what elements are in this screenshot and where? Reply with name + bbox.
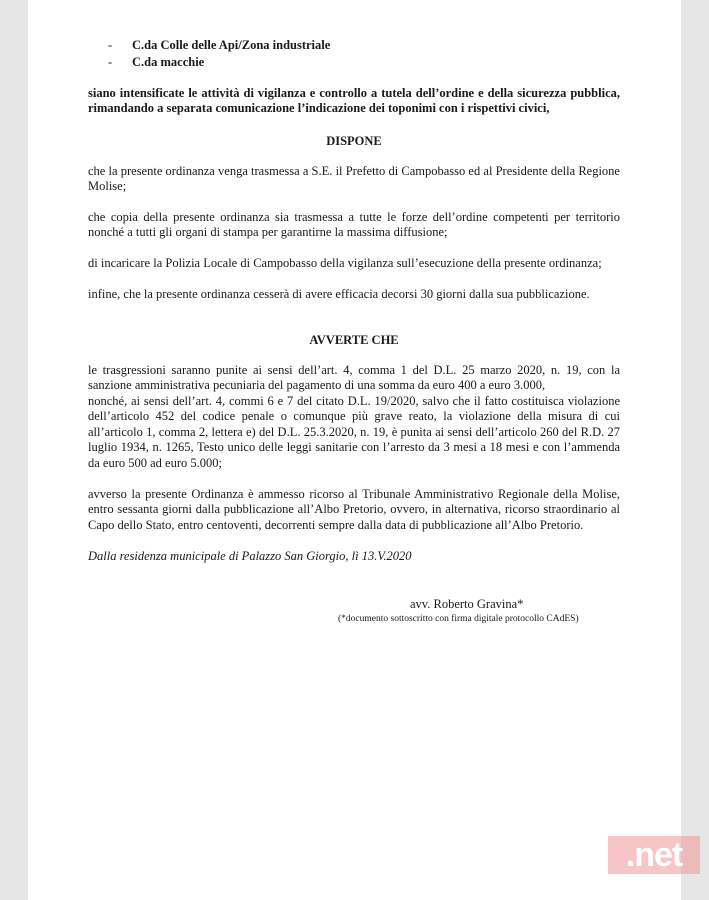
intro-paragraph: siano intensificate le attività di vigilanza e controllo a tutela dell’ordine e della sicurezza pubblica, rimandando a separata comunicazione l’indicazione dei toponimi con i rispettivi civici, [88,86,620,116]
list-item [88,55,620,72]
bullet-dash: - [108,38,113,52]
dispone-heading: DISPONE [326,134,382,148]
dispone-item: di incaricare la Polizia Locale di Campobasso della vigilanza sull’esecuzione della presente ordinanza; [88,256,602,270]
document-page [28,0,681,900]
bullet-dash: - [108,55,113,69]
dispone-item: infine, che la presente ordinanza cesserà di avere efficacia decorsi 30 giorni dalla sua pubblicazione. [88,287,590,301]
watermark-logo [608,836,700,874]
avverte-heading: AVVERTE CHE [309,333,399,347]
list-item [88,38,620,55]
list-item-text: C.da Colle delle Api/Zona industriale [132,38,331,52]
dispone-item: che la presente ordinanza venga trasmessa a S.E. il Prefetto di Campobasso ed al Presidente della Regione Molise; [88,164,620,194]
dispone-item: che copia della presente ordinanza sia trasmessa a tutte le forze dell’ordine competenti per territorio nonché a tutti gli organi di stampa per garantirne la massima diffusione; [88,210,620,240]
watermark-text: .net [625,835,683,874]
avverte-paragraph: le trasgressioni saranno punite ai sensi dell’art. 4, comma 1 del D.L. 25 marzo 2020, n. 19, con la sanzione amministrativa pecuniaria del pagamento di una somma da euro 400 a euro 3.000, [88,363,620,393]
ricorso-paragraph: avverso la presente Ordinanza è ammesso ricorso al Tribunale Amministrativo Regionale della Molise, entro sessanta giorni dalla pubblicazione all’Albo Pretorio, ovvero, in alternativa, ricorso straordinario al Capo dello Stato, entro centoventi, decorrenti sempre dalla data di pubblicazione all’Albo Pretorio. [88,487,620,532]
place-date: Dalla residenza municipale di Palazzo San Giorgio, lì 13.V.2020 [88,549,412,563]
signature-note: (*documento sottoscritto con firma digitale protocollo CAdES) [338,614,579,624]
signature-name: avv. Roberto Gravina* [410,597,524,611]
list-item-text: C.da macchie [132,55,205,69]
avverte-paragraph: nonché, ai sensi dell’art. 4, commi 6 e 7 del citato D.L. 19/2020, salvo che il fatto costituisca violazione dell’articolo 452 del codice penale o comunque più grave reato, la violazione della misura di cui all’articolo 1, comma 2, lettera e) del D.L. 25.3.2020, n. 19, è punita ai sensi dell’articolo 260 del R.D. 27 luglio 1934, n. 1265, Testo unico delle leggi sanitarie con l’arresto da 3 mesi a 18 mesi e con l’ammenda da euro 500 ad euro 5.000; [88,394,620,470]
location-list [88,38,620,72]
